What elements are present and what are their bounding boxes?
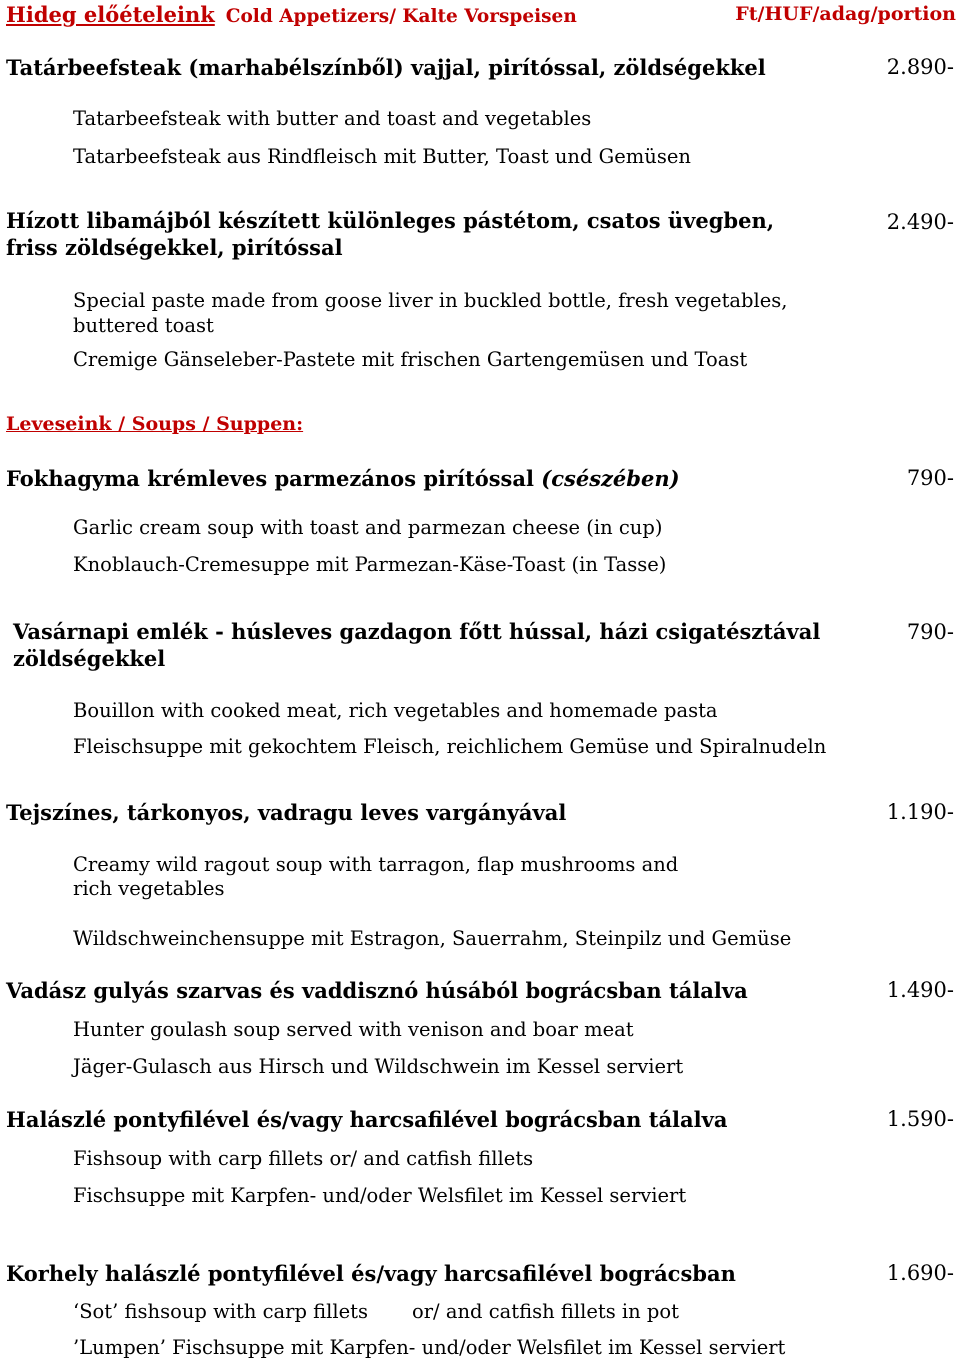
dish-name: Vadász gulyás szarvas és vaddisznó húsából bográcsban tálalva bbox=[6, 978, 748, 1003]
dish-name-main: Fokhagyma krémleves parmezános pirítóssal bbox=[6, 466, 534, 491]
section-header-cold bbox=[6, 2, 577, 27]
dish-name: Halászlé pontyfilével és/vagy harcsafilével bográcsban tálalva bbox=[6, 1107, 728, 1132]
price-unit-label: Ft/HUF/adag/portion bbox=[735, 3, 956, 25]
dish-name bbox=[6, 466, 680, 491]
dish-german: Jäger-Gulasch aus Hirsch und Wildschwein im Kessel serviert bbox=[73, 1055, 684, 1078]
dish-english: ‘Sot’ fishsoup with carp fillets bbox=[73, 1300, 369, 1323]
dish-price: 790- bbox=[906, 466, 954, 490]
dish-price: 790- bbox=[906, 620, 954, 644]
dish-name: Vasárnapi emlék - húsleves gazdagon főtt hússal, házi csigatésztával bbox=[13, 619, 821, 644]
dish-name-note: (csészében) bbox=[541, 466, 680, 491]
dish-name: Hízott libamájból készített különleges pástétom, csatos üvegben, bbox=[6, 208, 775, 233]
dish-price: 1.190- bbox=[886, 800, 954, 824]
dish-german: Fischsuppe mit Karpfen- und/oder Welsfilet im Kessel serviert bbox=[73, 1184, 687, 1207]
dish-german: ’Lumpen’ Fischsuppe mit Karpfen- und/oder Welsfilet im Kessel serviert bbox=[73, 1336, 786, 1359]
dish-german: Fleischsuppe mit gekochtem Fleisch, reichlichem Gemüse und Spiralnudeln bbox=[73, 735, 827, 758]
dish-price: 2.490- bbox=[886, 210, 954, 234]
dish-english-cont: rich vegetables bbox=[73, 877, 225, 900]
dish-english: Creamy wild ragout soup with tarragon, flap mushrooms and bbox=[73, 853, 679, 876]
dish-english-cont: or/ and catfish fillets in pot bbox=[412, 1300, 679, 1323]
dish-price: 2.890- bbox=[886, 55, 954, 79]
dish-name: Tejszínes, tárkonyos, vadragu leves vargányával bbox=[6, 800, 567, 825]
dish-german: Cremige Gänseleber-Pastete mit frischen Gartengemüsen und Toast bbox=[73, 348, 748, 371]
cold-appetizers-link[interactable]: Hideg előételeink bbox=[6, 2, 215, 27]
dish-name: Tatárbeefsteak (marhabélszínből) vajjal, pirítóssal, zöldségekkel bbox=[6, 55, 766, 80]
dish-name-cont: zöldségekkel bbox=[13, 646, 166, 671]
dish-price: 1.590- bbox=[886, 1107, 954, 1131]
dish-english: Garlic cream soup with toast and parmezan cheese (in cup) bbox=[73, 516, 663, 539]
dish-english: Bouillon with cooked meat, rich vegetables and homemade pasta bbox=[73, 699, 718, 722]
dish-english: Fishsoup with carp fillets or/ and catfish fillets bbox=[73, 1147, 534, 1170]
dish-name: Korhely halászlé pontyfilével és/vagy harcsafilével bográcsban bbox=[6, 1261, 736, 1286]
dish-german: Knoblauch-Cremesuppe mit Parmezan-Käse-Toast (in Tasse) bbox=[73, 553, 667, 576]
dish-english-cont: buttered toast bbox=[73, 314, 214, 337]
dish-german: Wildschweinchensuppe mit Estragon, Sauerrahm, Steinpilz und Gemüse bbox=[73, 927, 792, 950]
cold-appetizers-title: Cold Appetizers/ Kalte Vorspeisen bbox=[225, 6, 577, 27]
dish-english: Tatarbeefsteak with butter and toast and vegetables bbox=[73, 107, 592, 130]
dish-english: Special paste made from goose liver in buckled bottle, fresh vegetables, bbox=[73, 289, 788, 312]
dish-name-cont: friss zöldségekkel, pirítóssal bbox=[6, 235, 343, 260]
dish-price: 1.690- bbox=[886, 1261, 954, 1285]
dish-price: 1.490- bbox=[886, 978, 954, 1002]
dish-english: Hunter goulash soup served with venison and boar meat bbox=[73, 1018, 634, 1041]
section-header-soups: Leveseink / Soups / Suppen: bbox=[6, 413, 304, 435]
dish-german: Tatarbeefsteak aus Rindfleisch mit Butter, Toast und Gemüsen bbox=[73, 145, 691, 168]
